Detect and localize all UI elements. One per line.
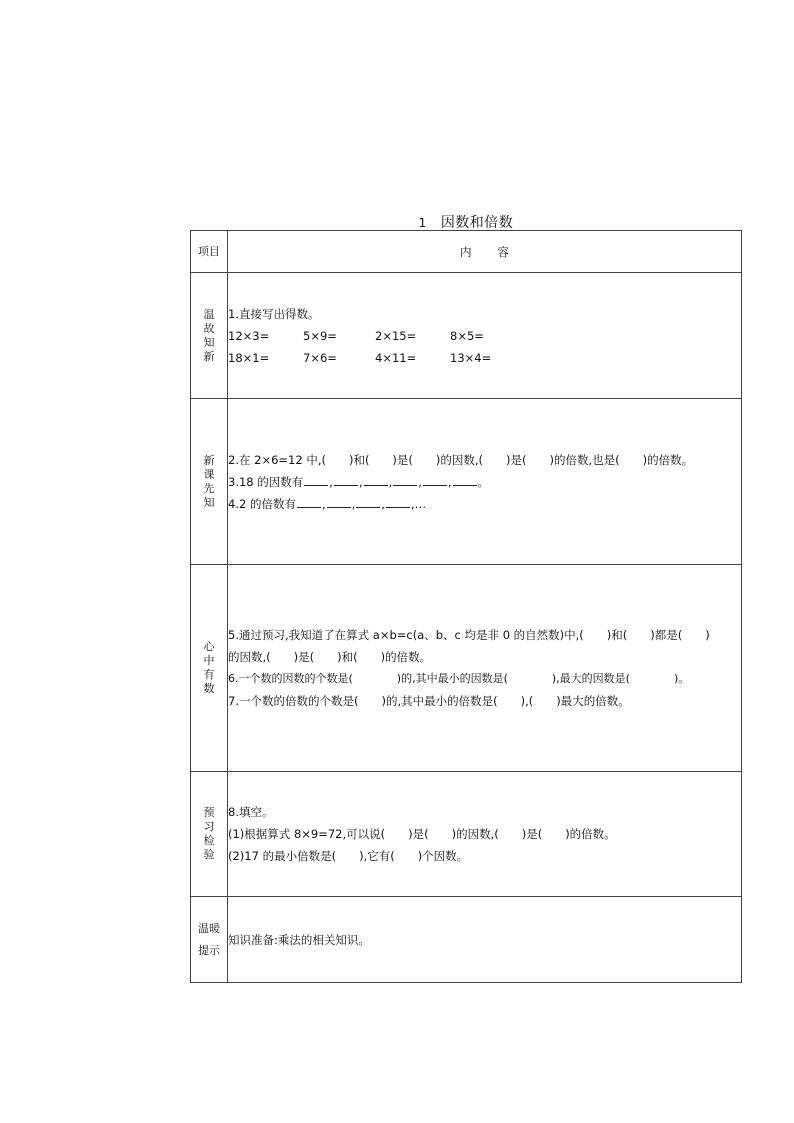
tip-text: 知识准备:乘法的相关知识。 — [228, 932, 370, 947]
section-content-tip — [228, 897, 742, 983]
section-understanding — [191, 565, 742, 772]
q7: 7.一个数的倍数的个数是( )的,其中最小的倍数是( ),( )最大的倍数。 — [228, 694, 630, 708]
answer-blank[interactable] — [386, 494, 410, 508]
section-content-preview — [228, 399, 742, 565]
title-text: 因数和倍数 — [440, 215, 514, 231]
section-label-tip: 温暖 提示 — [191, 897, 228, 983]
answer-blank[interactable] — [453, 472, 477, 486]
section-content-check — [228, 772, 742, 897]
answer-blank[interactable] — [327, 494, 351, 508]
q2: 2.在 2×6=12 中,( )和( )是( )的因数,( )是( )的倍数,也是( )的倍数。 — [228, 452, 694, 467]
q4: 4.2 的倍数有 , , , ,… — [228, 493, 741, 515]
section-label-review: 温 故 知 新 — [191, 273, 228, 399]
q1-row-1: 12×3= 5×9= 2×15= 8×5= — [228, 328, 484, 343]
header-content — [228, 231, 742, 273]
q6: 6.一个数的因数的个数是( )的,其中最小的因数是( ),最大的因数是( )。 — [228, 672, 690, 685]
q3: 3.18 的因数有 , , , , , 。 — [228, 471, 741, 493]
title-number: 1 — [418, 216, 427, 230]
answer-blank[interactable] — [423, 472, 447, 486]
answer-blank[interactable] — [297, 494, 321, 508]
q5-line-1: 5.通过预习,我知道了在算式 a×b=c(a、b、c 均是非 0 的自然数)中,( )和( )都是( ) — [228, 628, 710, 642]
section-tip — [191, 897, 742, 983]
section-preview — [191, 399, 742, 565]
section-check — [191, 772, 742, 897]
answer-blank[interactable] — [334, 472, 358, 486]
q8-1: (1)根据算式 8×9=72,可以说( )是( )的因数,( )是( )的倍数。 — [228, 827, 616, 841]
q8-2: (2)17 的最小倍数是( ),它有( )个因数。 — [228, 849, 469, 863]
section-content-review — [228, 273, 742, 399]
worksheet-table — [190, 230, 742, 983]
header-row — [191, 231, 742, 273]
section-review — [191, 273, 742, 399]
header-label: 项目 — [191, 231, 228, 273]
q8: 8.填空。 — [228, 805, 274, 819]
q5-line-2: 的因数,( )是( )和( )的倍数。 — [228, 650, 432, 664]
answer-blank[interactable] — [304, 472, 328, 486]
header-content-a: 内 — [460, 244, 472, 259]
answer-blank[interactable] — [364, 472, 388, 486]
worksheet-title — [190, 212, 742, 232]
answer-blank[interactable] — [393, 472, 417, 486]
answer-blank[interactable] — [356, 494, 380, 508]
section-label-check: 预 习 检 验 — [191, 772, 228, 897]
q1-row-2: 18×1= 7×6= 4×11= 13×4= — [228, 350, 492, 365]
section-label-preview: 新 课 先 知 — [191, 399, 228, 565]
section-label-understanding: 心 中 有 数 — [191, 565, 228, 772]
section-content-understanding — [228, 565, 742, 772]
q1-intro: 1.直接写出得数。 — [228, 306, 320, 321]
header-content-b: 容 — [497, 244, 509, 259]
